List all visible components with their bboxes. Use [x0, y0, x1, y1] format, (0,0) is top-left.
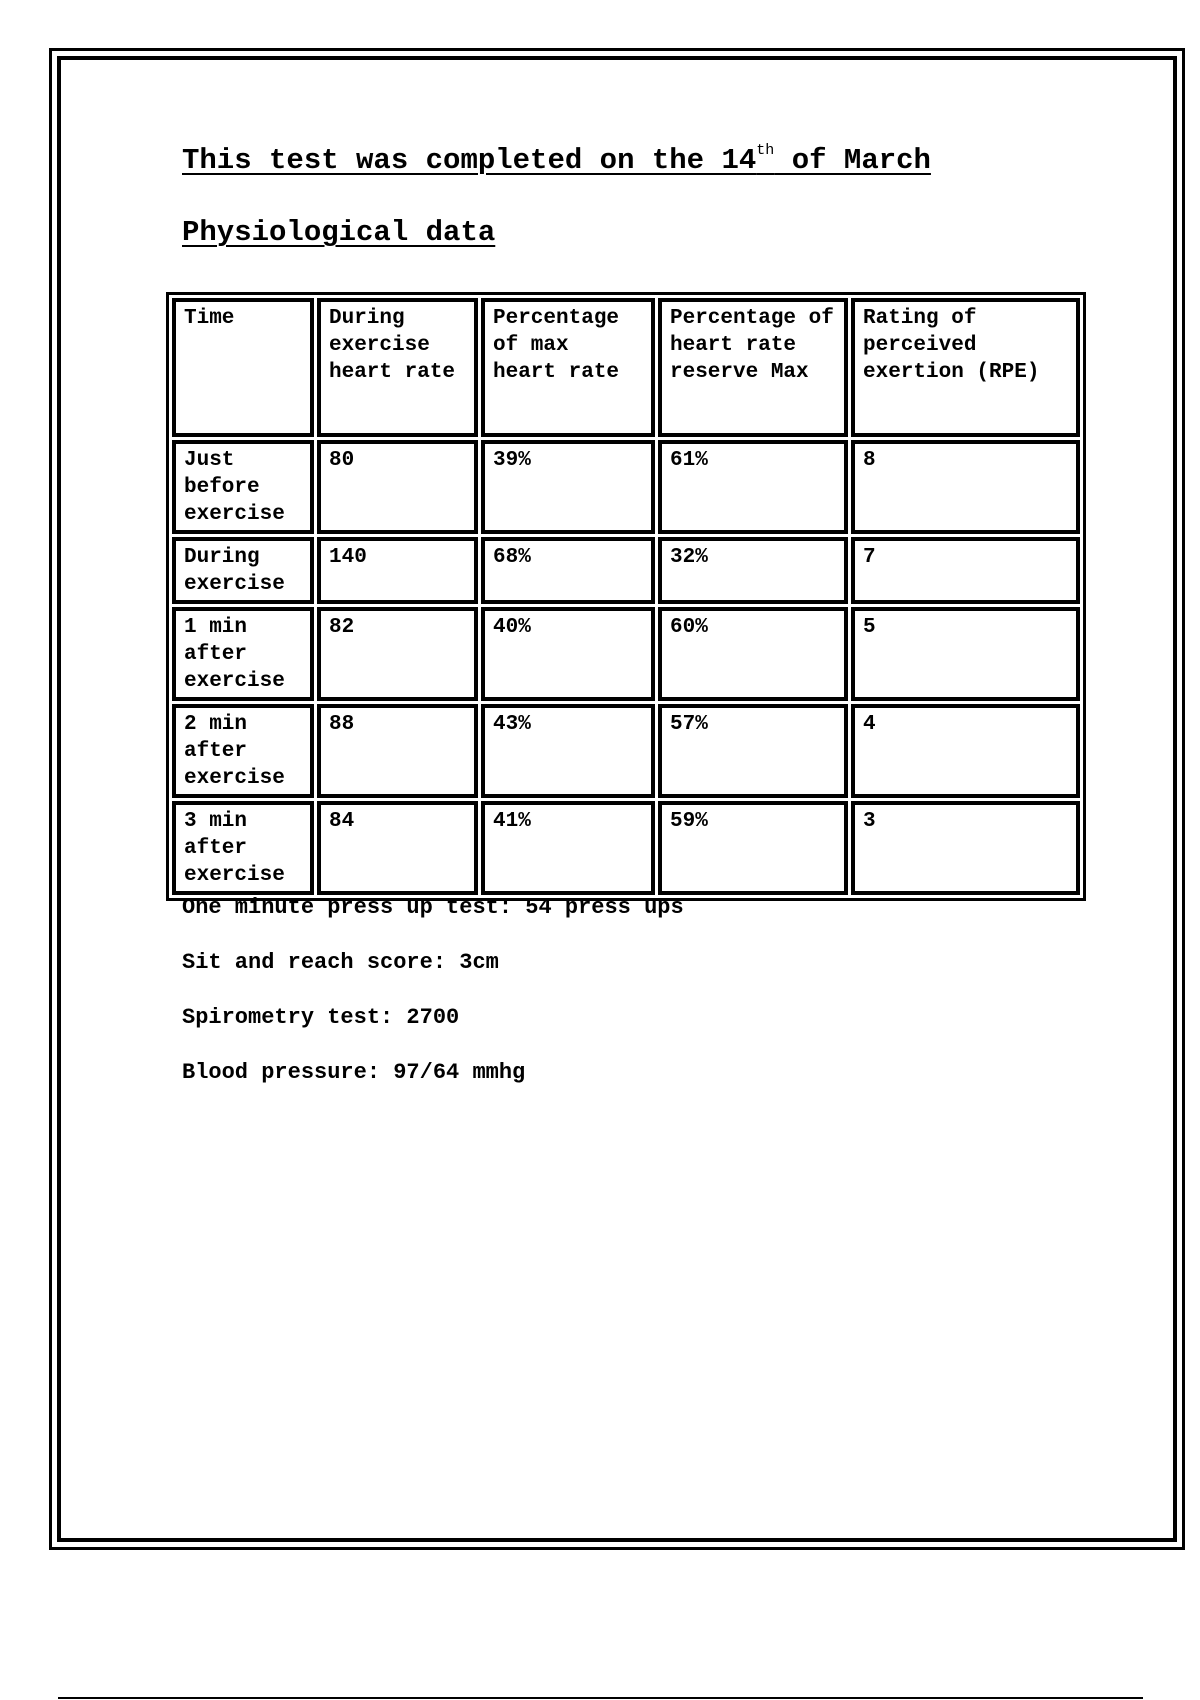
cell-rpe: 3	[851, 801, 1080, 895]
table-header	[172, 298, 1080, 437]
cell-time: 1 min after exercise	[172, 607, 314, 701]
test-date-text: This test was completed on the 14	[182, 144, 757, 177]
cell-time: 2 min after exercise	[172, 704, 314, 798]
cell-rpe: 8	[851, 440, 1080, 534]
cell-percent-hrr: 61%	[658, 440, 848, 534]
cell-time: During exercise	[172, 537, 314, 604]
test-date-month: of March	[774, 144, 931, 177]
header-heart-rate: During exercise heart rate	[317, 298, 478, 437]
cell-percent-max-hr: 43%	[481, 704, 655, 798]
cell-percent-max-hr: 41%	[481, 801, 655, 895]
cell-percent-hrr: 32%	[658, 537, 848, 604]
cell-time: Just before exercise	[172, 440, 314, 534]
cell-time: 3 min after exercise	[172, 801, 314, 895]
footer-rule	[58, 1697, 1143, 1699]
cell-percent-hrr: 60%	[658, 607, 848, 701]
cell-rpe: 5	[851, 607, 1080, 701]
test-results	[182, 895, 684, 1115]
table-row	[172, 537, 1080, 604]
cell-heart-rate: 140	[317, 537, 478, 604]
cell-percent-hrr: 57%	[658, 704, 848, 798]
cell-percent-hrr: 59%	[658, 801, 848, 895]
cell-heart-rate: 88	[317, 704, 478, 798]
table-row	[172, 801, 1080, 895]
physiological-data-table	[166, 292, 1086, 901]
table-row	[172, 440, 1080, 534]
press-up-result: One minute press up test: 54 press ups	[182, 895, 684, 920]
sit-and-reach-result: Sit and reach score: 3cm	[182, 950, 499, 975]
cell-rpe: 4	[851, 704, 1080, 798]
header-percent-hrr: Percentage of heart rate reserve Max	[658, 298, 848, 437]
header-percent-max-hr: Percentage of max heart rate	[481, 298, 655, 437]
test-date-ordinal-suffix: th	[756, 142, 775, 159]
cell-heart-rate: 80	[317, 440, 478, 534]
table-body	[172, 440, 1080, 895]
test-date-heading	[182, 144, 931, 177]
cell-percent-max-hr: 40%	[481, 607, 655, 701]
cell-heart-rate: 84	[317, 801, 478, 895]
table-row	[172, 704, 1080, 798]
section-title: Physiological data	[182, 216, 496, 249]
table-header-row	[172, 298, 1080, 437]
cell-heart-rate: 82	[317, 607, 478, 701]
blood-pressure-result: Blood pressure: 97/64 mmhg	[182, 1060, 526, 1085]
cell-rpe: 7	[851, 537, 1080, 604]
table-row	[172, 607, 1080, 701]
header-rpe: Rating of perceived exertion (RPE)	[851, 298, 1080, 437]
header-time: Time	[172, 298, 314, 437]
cell-percent-max-hr: 68%	[481, 537, 655, 604]
cell-percent-max-hr: 39%	[481, 440, 655, 534]
spirometry-result: Spirometry test: 2700	[182, 1005, 460, 1030]
